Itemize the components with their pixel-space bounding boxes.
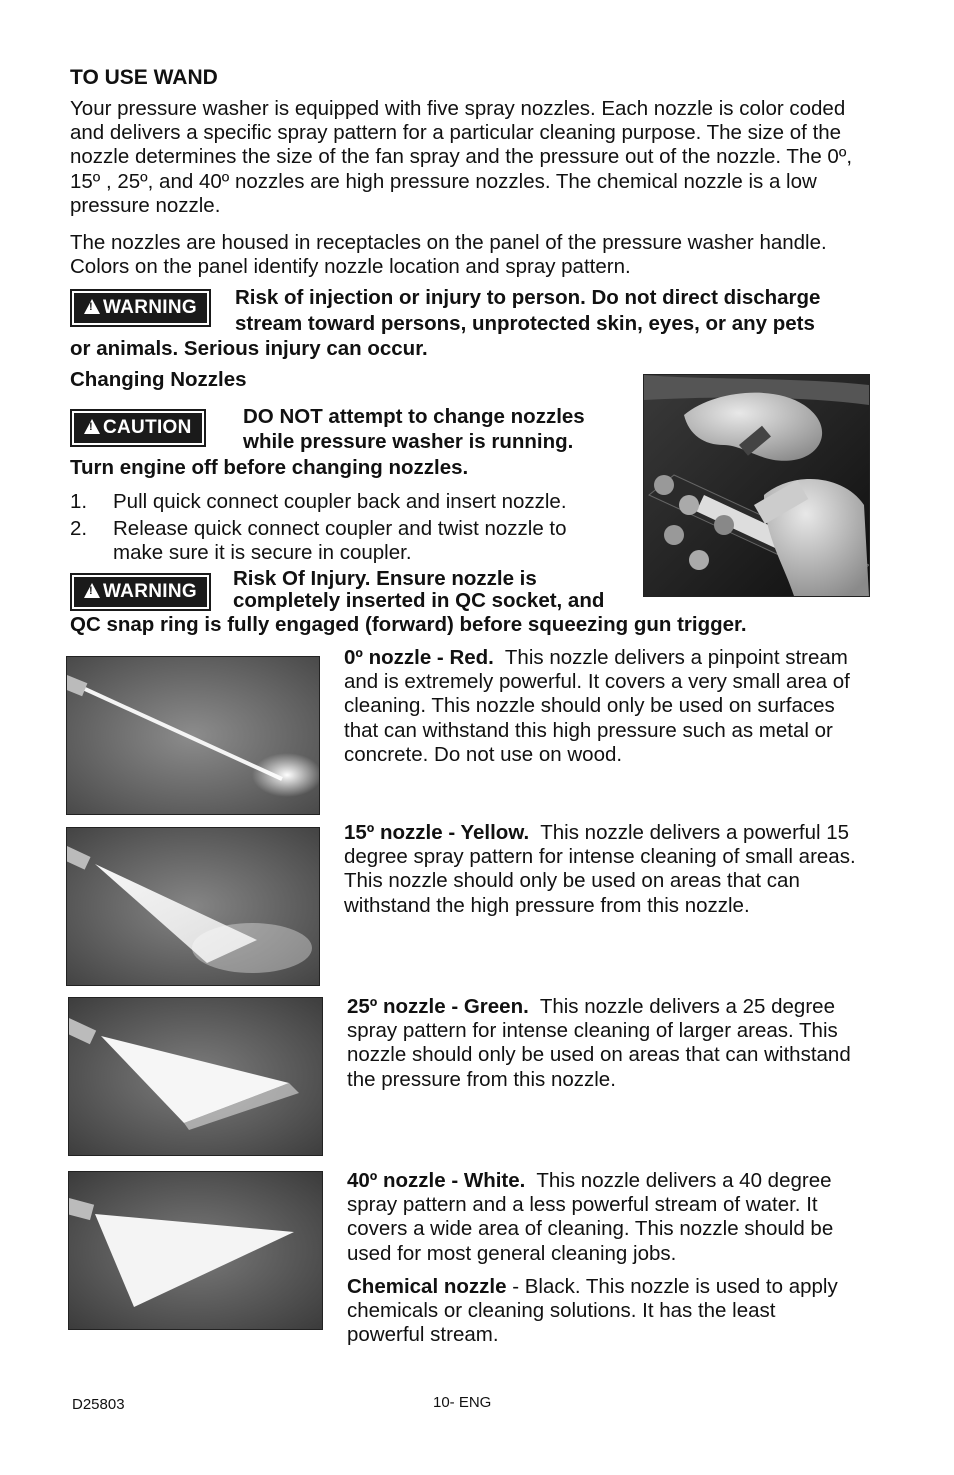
- list-item: [70, 517, 630, 567]
- caution-text-continued: Turn engine off before changing nozzles.: [70, 456, 469, 479]
- warning-triangle-icon: [84, 583, 100, 598]
- warning-text-continued: QC snap ring is fully engaged (forward) before squeezing gun trigger.: [70, 613, 747, 636]
- section-heading: Changing Nozzles: [70, 368, 247, 391]
- list-item: [70, 490, 630, 515]
- warning-badge: !WARNING: [72, 575, 209, 609]
- nozzle-description: This nozzle delivers a 40 degree spray pattern and a less powerful stream of water. It covers a wide area of cleaning. This nozzle should be used for most general cleaning jobs.: [347, 1169, 834, 1265]
- step-number: 1.: [70, 490, 88, 513]
- nozzle-description: This nozzle delivers a pinpoint stream and is extremely powerful. It covers a very small area of cleaning. This nozzle should only be used on surfaces that can withstand this high pressure such as metal or concrete. Do not use on wood.: [344, 646, 850, 766]
- nozzle-desc-chemical: [347, 1275, 847, 1348]
- page-title: TO USE WAND: [70, 66, 218, 89]
- warning-text: Risk Of Injury. Ensure nozzle is completely inserted in QC socket, and: [233, 567, 605, 612]
- intro-paragraph-2: The nozzles are housed in receptacles on the panel of the pressure washer handle. Colors on the panel identify nozzle location and spray pattern.: [70, 231, 827, 279]
- nozzle-desc-25-degree: [347, 995, 867, 1092]
- intro-paragraph-1: Your pressure washer is equipped with five spray nozzles. Each nozzle is color coded and delivers a specific spray pattern for a particular cleaning purpose. The size of the nozzle determines the size of the fan spray and the pressure out of the nozzle. The 0º, 15º , 25º, and 40º nozzles are high pressure nozzles. The chemical nozzle is a low pressure nozzle.: [70, 97, 853, 217]
- nozzle-description: - Black. This nozzle is used to apply chemicals or cleaning solutions. It has the least powerful stream.: [347, 1275, 838, 1347]
- spray-photo-0-degree: [66, 656, 320, 815]
- warning-badge: !WARNING: [72, 291, 209, 325]
- nozzle-description: This nozzle delivers a powerful 15 degree spray pattern for intense cleaning of small areas. This nozzle should only be used on areas that can withstand the high pressure from this nozzle.: [344, 821, 856, 917]
- nozzle-name: Chemical nozzle: [347, 1275, 507, 1298]
- step-number: 2.: [70, 517, 88, 540]
- nozzle-desc-40-degree: [347, 1169, 869, 1266]
- step-text: Pull quick connect coupler back and insert nozzle.: [113, 490, 567, 513]
- caution-text: DO NOT attempt to change nozzles while pressure washer is running.: [243, 405, 585, 453]
- page-number: 10- ENG: [433, 1394, 492, 1411]
- nozzle-name: 0º nozzle - Red.: [344, 646, 494, 669]
- nozzle-name: 15º nozzle - Yellow.: [344, 821, 530, 844]
- warning-triangle-icon: [84, 299, 100, 314]
- step-text: Release quick connect coupler and twist nozzle to make sure it is secure in coupler.: [113, 517, 567, 565]
- nozzle-desc-0-degree: [344, 646, 864, 767]
- nozzle-change-photo: [643, 374, 870, 597]
- spray-photo-25-degree: [68, 997, 323, 1156]
- caution-triangle-icon: [84, 419, 100, 434]
- nozzle-description: This nozzle delivers a 25 degree spray pattern for intense cleaning of larger areas. This nozzle should only be used on areas that can withstand the pressure from this nozzle.: [347, 995, 851, 1091]
- warning-text-continued: or animals. Serious injury can occur.: [70, 337, 428, 360]
- caution-badge: !CAUTION: [72, 411, 204, 445]
- nozzle-name: 40º nozzle - White.: [347, 1169, 526, 1192]
- nozzle-name: 25º nozzle - Green.: [347, 995, 529, 1018]
- spray-photo-40-degree: [68, 1171, 323, 1330]
- warning-text: Risk of injection or injury to person. Do not direct discharge stream toward persons, unprotected skin, eyes, or any pets: [235, 286, 821, 335]
- steps-list: [70, 490, 630, 565]
- spray-photo-15-degree: [66, 827, 320, 986]
- document-id: D25803: [72, 1396, 125, 1413]
- nozzle-desc-15-degree: [344, 821, 864, 918]
